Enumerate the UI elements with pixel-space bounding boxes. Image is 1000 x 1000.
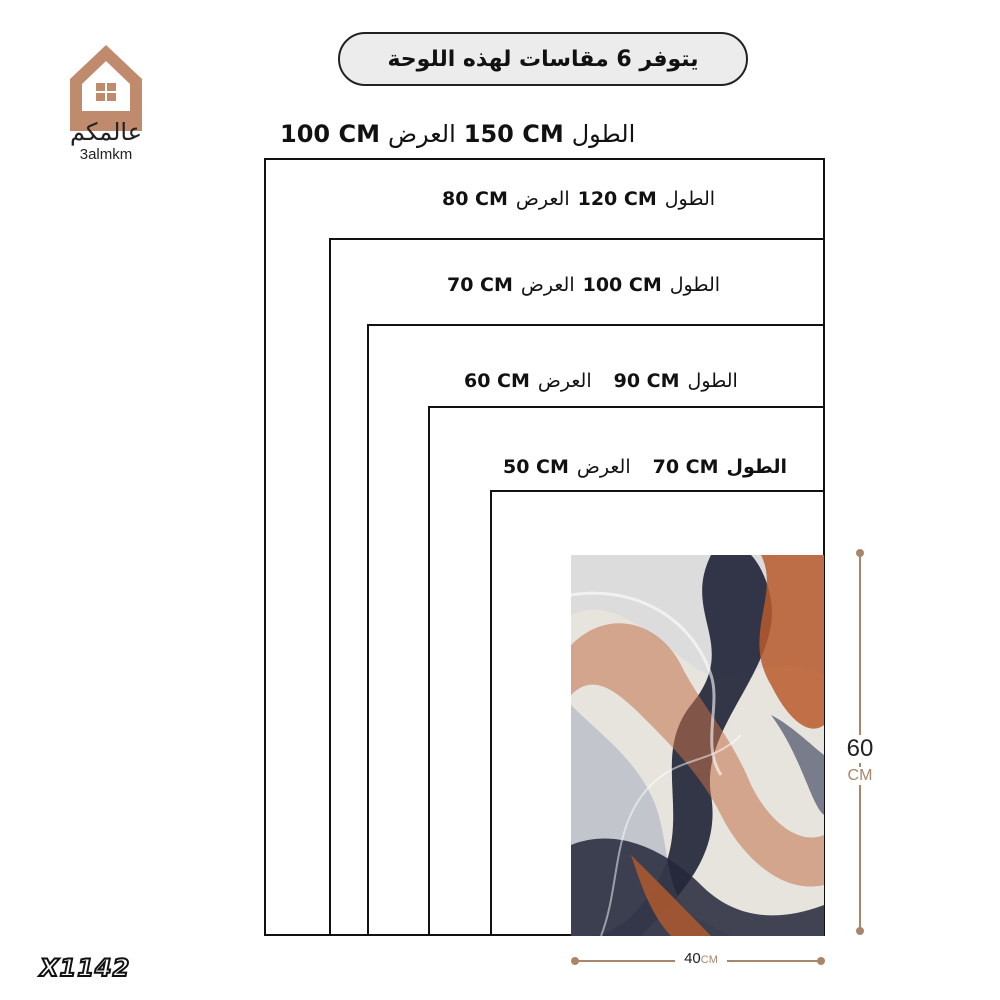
length-word: الطول (726, 456, 788, 478)
width-value: 70 CM (447, 274, 513, 296)
width-value: 60 CM (464, 370, 530, 392)
artwork-height-unit: CM (840, 767, 880, 785)
width-word: العرض (576, 456, 631, 478)
length-value: 100 CM (582, 274, 662, 296)
brand-name-en: 3almkm (79, 146, 133, 163)
abstract-artwork (571, 555, 824, 936)
title-pill (338, 32, 748, 86)
size-label-1 (280, 120, 635, 148)
artwork-height-value: 60 (840, 735, 880, 763)
size-label-5 (503, 456, 787, 478)
length-word: الطول (669, 274, 721, 296)
product-code: X1142 (40, 954, 131, 982)
length-value: 70 CM (652, 456, 719, 478)
length-word: الطول (664, 188, 716, 210)
width-value: 80 CM (442, 188, 508, 210)
width-word: العرض (537, 370, 592, 392)
length-word: الطول (571, 120, 636, 148)
artwork-width-label (675, 950, 727, 972)
size-label-4 (464, 370, 738, 392)
width-value: 50 CM (503, 456, 569, 478)
artwork-waves-icon (571, 555, 824, 936)
brand-name-ar: عالمكم (69, 118, 143, 146)
length-value: 120 CM (577, 188, 657, 210)
width-word: العرض (515, 188, 570, 210)
width-word: العرض (520, 274, 575, 296)
length-word: الطول (687, 370, 738, 392)
length-value: 90 CM (613, 370, 680, 392)
width-word: العرض (387, 120, 456, 148)
size-label-3 (447, 274, 720, 296)
length-value: 150 CM (463, 120, 564, 148)
size-label-2 (442, 188, 715, 210)
dimension-dot (817, 957, 825, 965)
width-value: 100 CM (280, 120, 380, 148)
artwork-width-unit: CM (700, 954, 718, 966)
title-text: يتوفر 6 مقاسات لهذه اللوحة (387, 46, 699, 72)
dimension-dot (856, 927, 864, 935)
artwork-width-value: 40 (684, 950, 701, 967)
